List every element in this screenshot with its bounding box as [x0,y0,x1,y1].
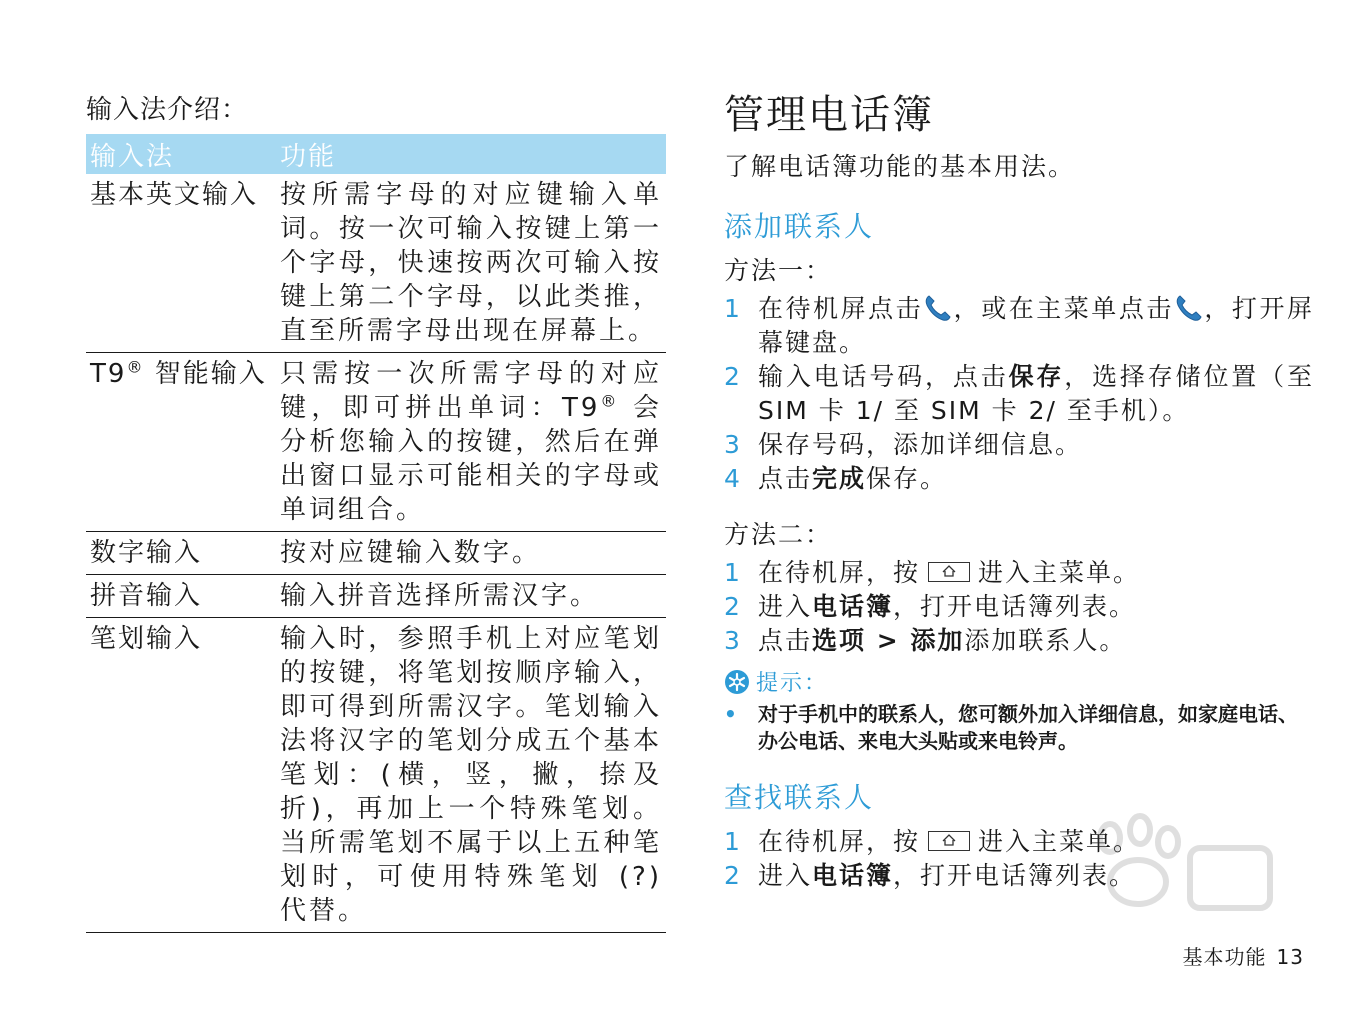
home-key-icon [928,562,970,582]
step-text-a: 点击 [758,464,813,493]
tip-snowflake-icon [724,669,750,695]
table-row [86,353,666,532]
method-one-label: 方法一： [724,256,833,285]
step-text-a: 进入 [758,592,813,621]
list-item [724,360,1314,428]
input-method-section [86,92,666,933]
desc-part-a: 只需按一次所需字母的对应键，即可拼出单词：T9 [280,359,662,423]
find-contact-heading: 查找联系人 [724,781,875,814]
header-function: 功能 [276,134,666,174]
step-text-c: 进入主菜单。 [978,827,1141,856]
table-row [86,575,666,618]
add-contact-heading: 添加联系人 [724,210,875,243]
step-text [758,360,1314,428]
step-text-c: ，打开电话簿列表。 [893,861,1137,890]
desc-cell [276,353,666,532]
method-cell: 基本英文输入 [86,174,276,353]
method-cell [86,353,276,532]
list-item [724,859,1314,893]
phone-handset-icon [1174,293,1204,323]
step-number: 2 [724,592,742,621]
step-number: 3 [724,626,742,655]
method-cell: 笔划输入 [86,618,276,933]
method-cell: 数字输入 [86,532,276,575]
step-text [758,859,1314,893]
page-footer [1183,941,1304,970]
footer-section: 基本功能 [1182,945,1267,969]
step-text [758,624,1314,658]
step-text: 保存号码，添加详细信息。 [758,430,1083,459]
page-subtitle: 了解电话簿功能的基本用法。 [724,152,1076,181]
header-method: 输入法 [86,134,276,174]
table-header-row [86,134,666,174]
tip-title: 提示： [756,671,829,696]
table-row [86,532,666,575]
step-text-c: 进入主菜单。 [978,558,1141,587]
step-number: 1 [724,294,742,323]
home-key-icon [928,831,970,851]
page-number: 13 [1276,945,1304,969]
step-bold: 保存 [1008,362,1065,391]
list-item [724,462,1314,496]
step-bold: 电话簿 [812,592,894,621]
step-number: 2 [724,362,742,391]
method-two-label: 方法二： [724,520,833,549]
step-text-c: 添加联系人。 [964,626,1127,655]
phone-handset-icon [923,293,953,323]
step-bold: 选项 > 添加 [812,626,965,655]
step-text [758,556,1314,590]
step-text-a: 点击 [758,626,813,655]
phonebook-section [724,88,1314,893]
step-text-b: ，或在主菜单点击 [953,294,1174,323]
step-text-a: 进入 [758,861,813,890]
step-number: 4 [724,464,742,493]
table-row [86,174,666,353]
table-row [86,618,666,933]
step-number: 1 [724,827,742,856]
step-number: 3 [724,430,742,459]
desc-cell: 输入时，参照手机上对应笔划的按键，将笔划按顺序输入，即可得到所需汉字。笔划输入法将汉字的笔划分成五个基本笔划：(横，竖，撇，捺及折)，再加上一个特殊笔划。当所需笔划不属于以上五种笔划时，可使用特殊笔划 (?) 代替。 [276,618,666,933]
tip-header [724,666,1314,697]
step-bold: 完成 [812,464,867,493]
t9-label: T9 [90,359,127,389]
step-text-a: 输入电话号码，点击 [758,362,1009,391]
list-item [724,556,1314,590]
step-number: 1 [724,558,742,587]
step-text-c: ，打开屏幕键盘。 [758,294,1314,357]
method-cell: 拼音输入 [86,575,276,618]
desc-cell: 输入拼音选择所需汉字。 [276,575,666,618]
input-method-table [86,134,666,933]
tip-text: 对于手机中的联系人，您可额外加入详细信息，如家庭电话、办公电话、来电大头贴或来电铃声。 [758,702,1298,753]
list-item [724,624,1314,658]
step-text-a: 在待机屏，按 [758,558,921,587]
step-text [758,590,1314,624]
step-number: 2 [724,861,742,890]
step-text-c: ，打开电话簿列表。 [893,592,1137,621]
step-text-c: 保存。 [866,464,948,493]
desc-part-b: 会分析您输入的按键，然后在弹出窗口显示可能相关的字母或单词组合。 [280,393,663,525]
step-text-a: 在待机屏点击 [758,294,924,323]
step-text [758,292,1314,360]
desc-cell: 按对应键输入数字。 [276,532,666,575]
bullet: • [724,702,737,726]
desc-cell: 按所需字母的对应键输入单词。按一次可输入按键上第一个字母，快速按两次可输入按键上第二个字母，以此类推，直至所需字母出现在屏幕上。 [276,174,666,353]
list-item [724,590,1314,624]
registered-mark: ® [126,357,145,377]
input-method-intro: 输入法介绍： [86,95,249,125]
list-item [724,825,1314,859]
step-text [758,825,1314,859]
list-item [724,428,1314,462]
registered-mark: ® [600,391,620,411]
step-text-c: ，选择存储位置（至 SIM 卡 1/ 至 SIM 卡 2/ 至手机）。 [758,362,1314,425]
step-text [758,462,1314,496]
step-bold: 电话簿 [812,861,894,890]
list-item [724,292,1314,360]
list-item [724,701,1314,755]
step-text-a: 在待机屏，按 [758,827,921,856]
t9-label-rest: 智能输入 [144,359,267,389]
page-title: 管理电话簿 [724,92,934,138]
